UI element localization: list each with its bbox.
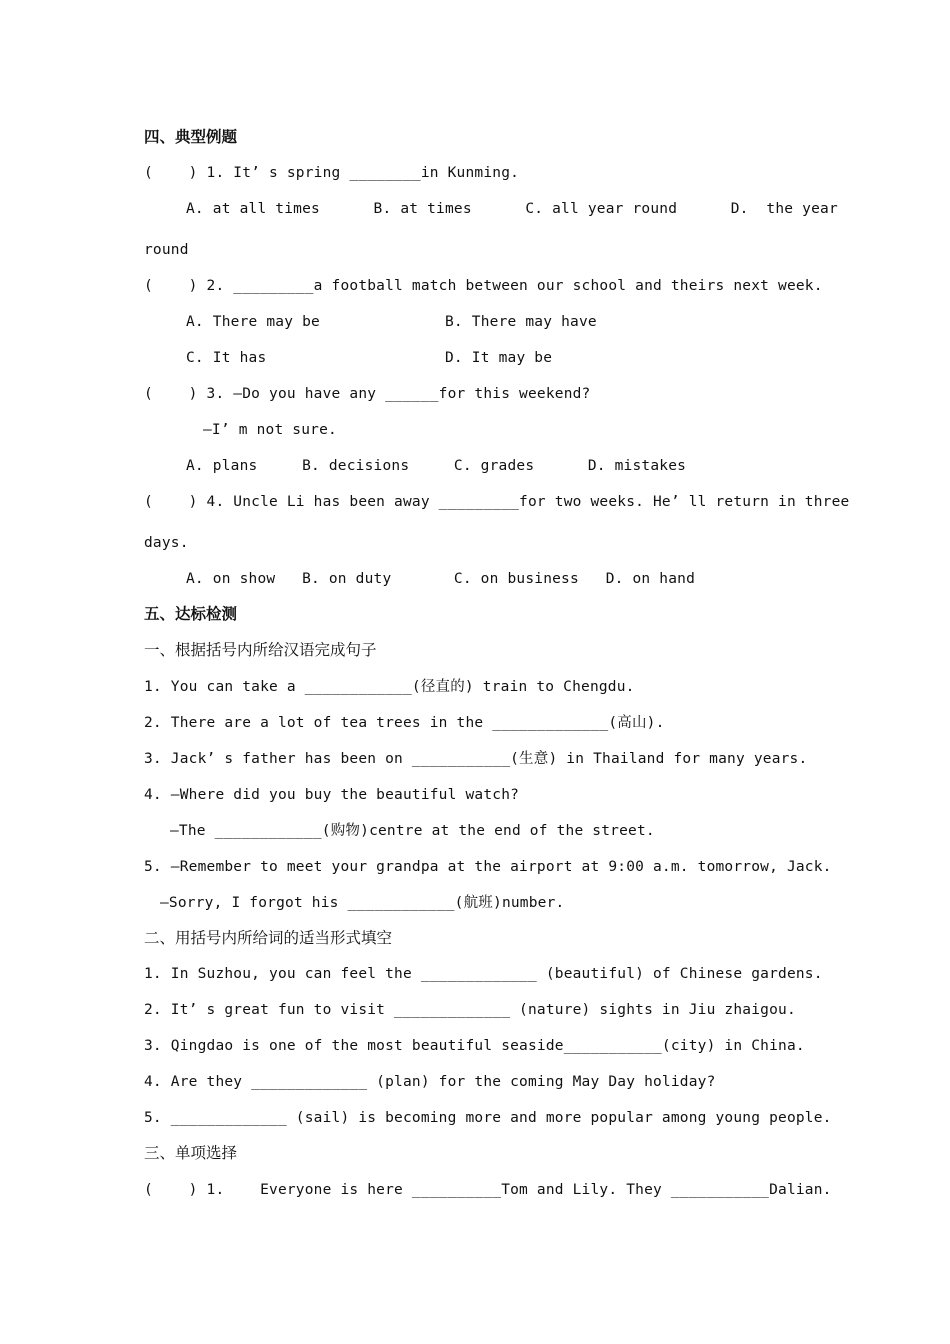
question-1-continuation: round (144, 242, 189, 258)
question-4-continuation: days. (144, 535, 189, 551)
part-3-item-1: ( ) 1. Everyone is here __________Tom and Lily. They ___________Dalian. (144, 1182, 832, 1198)
question-3-stem: ( ) 3. —Do you have any ______for this weekend? (144, 386, 591, 402)
question-2-option-b: B. There may have (445, 314, 597, 330)
question-2-option-c: C. It has (186, 350, 267, 366)
part-1-item-4: 4. —Where did you buy the beautiful watch? (144, 787, 520, 803)
part-1-item-4-reply: —The ____________(购物)centre at the end of the street. (170, 823, 655, 839)
question-3-reply: —I’ m not sure. (203, 422, 337, 438)
question-1-stem: ( ) 1. It’ s spring ________in Kunming. (144, 165, 520, 181)
part-1-item-3: 3. Jack’ s father has been on ___________(生意) in Thailand for many years. (144, 751, 808, 767)
section-title-examples: 四、典型例题 (144, 128, 238, 146)
part-2-item-5: 5. _____________ (sail) is becoming more and more popular among young people. (144, 1110, 832, 1126)
part-2-item-1: 1. In Suzhou, you can feel the _____________ (beautiful) of Chinese gardens. (144, 966, 823, 982)
question-4-stem: ( ) 4. Uncle Li has been away _________for two weeks. He’ ll return in three (144, 494, 850, 510)
question-2-stem: ( ) 2. _________a football match between our school and theirs next week. (144, 278, 823, 294)
question-1-options: A. at all times B. at times C. all year round D. the year (186, 201, 838, 217)
question-2-option-a: A. There may be (186, 314, 320, 330)
part-1-item-5: 5. —Remember to meet your grandpa at the airport at 9:00 a.m. tomorrow, Jack. (144, 859, 832, 875)
part-1-item-5-reply: —Sorry, I forgot his ____________(航班)number. (160, 895, 565, 911)
question-3-options: A. plans B. decisions C. grades D. mistakes (186, 458, 687, 474)
part-3-title: 三、单项选择 (144, 1144, 238, 1162)
part-2-item-2: 2. It’ s great fun to visit _____________ (nature) sights in Jiu zhaigou. (144, 1002, 796, 1018)
part-2-item-3: 3. Qingdao is one of the most beautiful seaside___________(city) in China. (144, 1038, 805, 1054)
part-1-item-2: 2. There are a lot of tea trees in the _____________(高山). (144, 715, 665, 731)
question-4-options: A. on show B. on duty C. on business D. on hand (186, 571, 695, 587)
section-title-assessment: 五、达标检测 (144, 605, 238, 623)
question-2-option-d: D. It may be (445, 350, 553, 366)
part-2-title: 二、用括号内所给词的适当形式填空 (144, 929, 393, 947)
part-2-item-4: 4. Are they _____________ (plan) for the coming May Day holiday? (144, 1074, 716, 1090)
part-1-item-1: 1. You can take a ____________(径直的) train to Chengdu. (144, 679, 635, 695)
part-1-title: 一、根据括号内所给汉语完成句子 (144, 641, 377, 659)
